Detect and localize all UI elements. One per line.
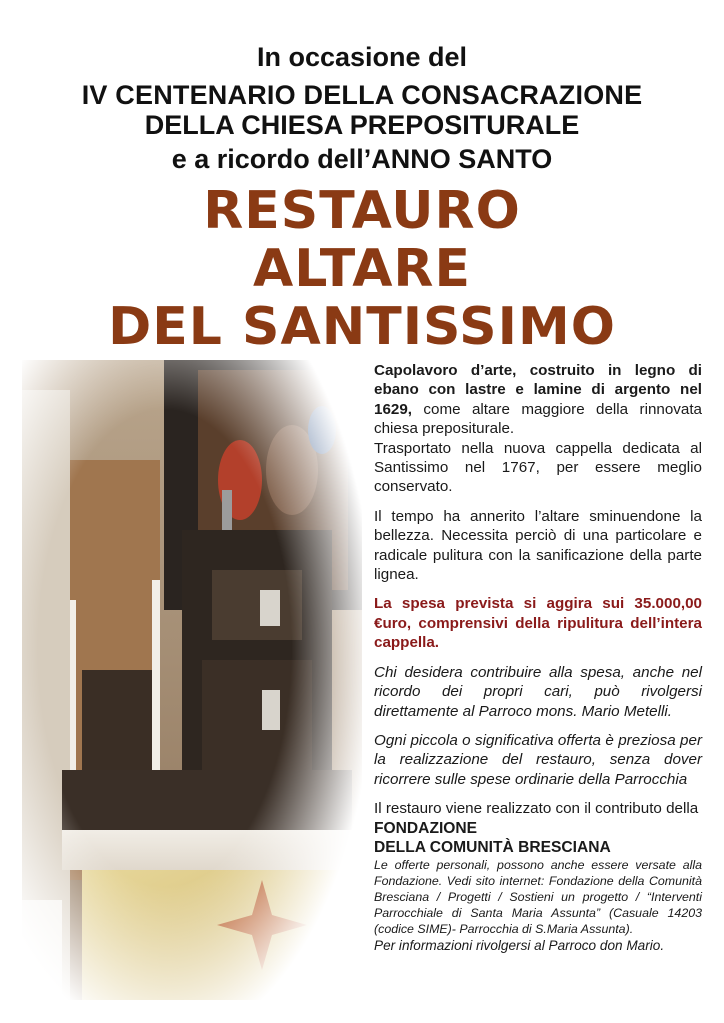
paragraph-donation-info: Le offerte personali, possono anche essere versate alla Fondazione. Vedi sito internet: Fondazione della Comunità Bresciana / Progetti / Sostieni un progetto / “Interventi Parrocchiale di Santa Maria Assunta” (Casuale 14203 (codice SIME)- Parrocchia di S.Maria Assunta). bbox=[374, 858, 702, 937]
paragraph-contact: Per informazioni rivolgersi al Parroco don Mario. bbox=[374, 938, 665, 954]
paragraph-condition: Il tempo ha annerito l’altare sminuendone la bellezza. Necessita perciò di una particolare e radicale pulitura con la sanificazione della parte lignea. bbox=[374, 507, 702, 584]
body-text bbox=[374, 361, 702, 954]
header-line-1: In occasione del bbox=[256, 42, 468, 72]
paragraph-history-rest: come altare maggiore della rinnovata chiesa prepositurale. bbox=[374, 400, 702, 438]
title-line-1: RESTAURO bbox=[203, 181, 521, 241]
header-line-2: IV CENTENARIO DELLA CONSACRAZIONE bbox=[81, 80, 643, 110]
header bbox=[0, 40, 724, 176]
paragraph-foundation bbox=[374, 799, 702, 857]
paragraph-transfer: Trasportato nella nuova cappella dedicata al Santissimo nel 1767, per essere meglio conservato. bbox=[374, 439, 702, 496]
foundation-name-2: DELLA COMUNITÀ BRESCIANA bbox=[374, 838, 611, 856]
main-title bbox=[0, 182, 724, 356]
title-line-2: ALTARE bbox=[252, 239, 471, 299]
foundation-intro: Il restauro viene realizzato con il contributo della bbox=[374, 800, 699, 818]
paragraph-cost: La spesa prevista si aggira sui 35.000,00 €uro, comprensivi della ripulitura dell’intera cappella. bbox=[374, 595, 702, 652]
title-line-3: DEL SANTISSIMO bbox=[108, 297, 616, 357]
header-line-3: DELLA CHIESA PREPOSITURALE bbox=[144, 110, 580, 140]
paragraph-history-bold: Capolavoro d’arte, costruito in legno di ebano con lastre e lamine di argento nel 1629, bbox=[374, 362, 702, 418]
paragraph-contribute: Chi desidera contribuire alla spesa, anche nel ricordo dei propri cari, può rivolgersi direttamente al Parroco mons. Mario Metelli. bbox=[374, 663, 702, 720]
paragraph-history bbox=[374, 361, 702, 439]
paragraph-offering: Ogni piccola o significativa offerta è preziosa per la realizzazione del restauro, senza dover ricorrere sulle spese ordinarie della Parrocchia bbox=[374, 731, 702, 788]
altar-photo bbox=[22, 360, 362, 1000]
foundation-name: FONDAZIONE bbox=[374, 819, 478, 837]
header-line-4: e a ricordo dell’ANNO SANTO bbox=[171, 144, 553, 174]
